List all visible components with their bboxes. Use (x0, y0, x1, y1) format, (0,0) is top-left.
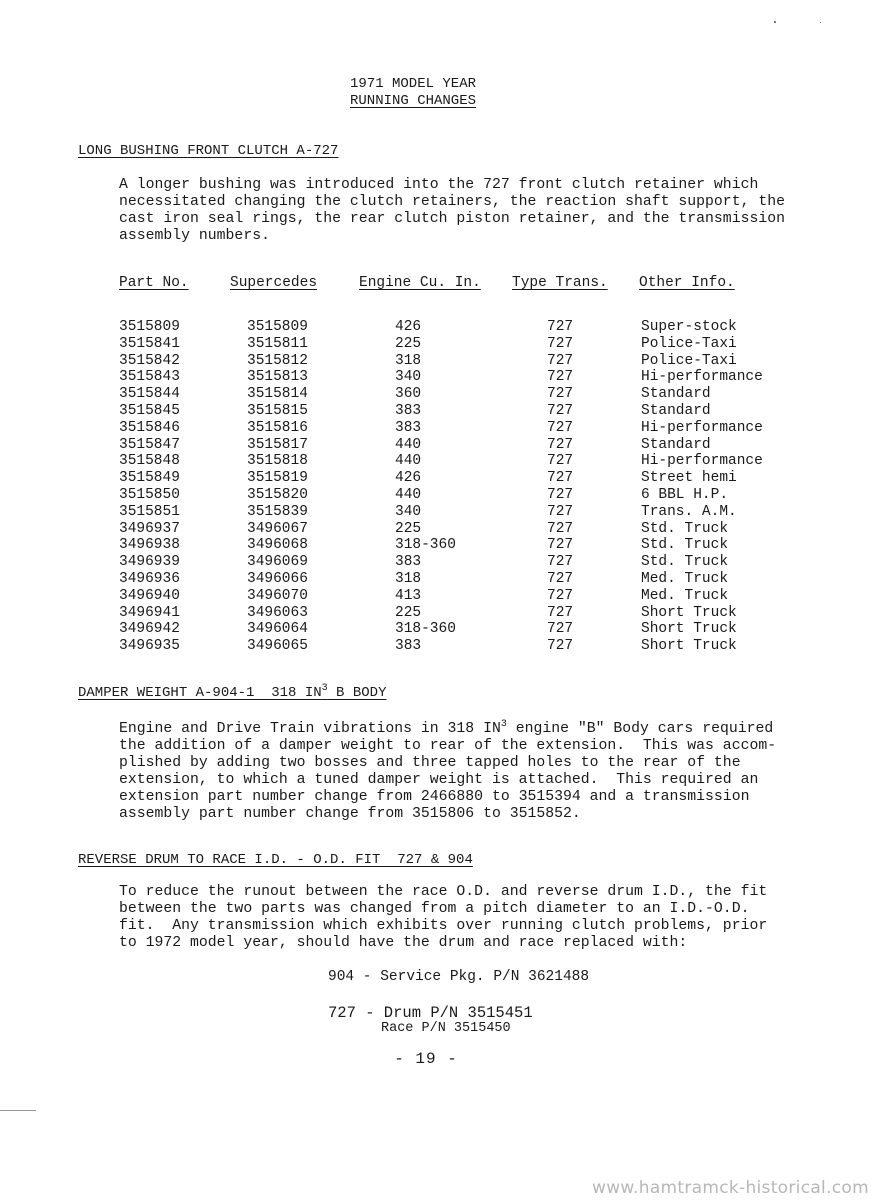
cell-type-trans: 727 (547, 638, 574, 655)
paragraph-line: A longer bushing was introduced into the 727 front clutch retainer which (119, 177, 759, 193)
cell-other-info: Std. Truck (641, 520, 729, 537)
cell-engine-cu-in: 426 (395, 319, 422, 335)
cell-other-info: Hi-performance (641, 419, 763, 436)
text: Engine and Drive Train vibrations in 318 IN (119, 721, 501, 737)
cell-supercedes: 3496068 (247, 537, 308, 554)
cell-engine-cu-in: 383 (395, 638, 422, 655)
paragraph-line: extension, to which a tuned damper weight is attached. This required an (119, 772, 759, 788)
cell-supercedes: 3515819 (247, 470, 308, 487)
cell-type-trans: 727 (547, 570, 574, 587)
cell-engine-cu-in: 340 (395, 369, 422, 386)
cell-supercedes: 3515818 (247, 453, 308, 470)
section3-paragraph (119, 884, 769, 952)
cell-part-no: 3496938 (119, 537, 180, 554)
cell-other-info: Hi-performance (641, 369, 763, 386)
cell-engine-cu-in: 318-360 (395, 621, 456, 638)
cell-engine-cu-in: 440 (395, 486, 422, 503)
cell-type-trans: 727 (547, 335, 574, 352)
cell-other-info: Hi-performance (641, 453, 763, 470)
cell-part-no: 3515844 (119, 386, 180, 403)
cell-part-no: 3496936 (119, 570, 180, 587)
cell-other-info: Super-stock (641, 319, 737, 335)
cell-other-info: Standard (641, 386, 711, 403)
paragraph-line: assembly part number change from 3515806 to 3515852. (119, 806, 581, 822)
cell-engine-cu-in: 383 (395, 402, 422, 419)
heading-text: DAMPER WEIGHT A-904-1 318 IN (78, 685, 322, 701)
paragraph-line: necessitated changing the clutch retainers, the reaction shaft support, the (119, 194, 785, 210)
part-727-drum: 727 - Drum P/N 3515451 (328, 1004, 533, 1022)
cell-part-no: 3515842 (119, 352, 180, 369)
section-heading-damper-weight (78, 683, 386, 701)
cell-part-no: 3496941 (119, 604, 180, 621)
cell-other-info: Short Truck (641, 604, 737, 621)
cell-engine-cu-in: 318 (395, 570, 422, 587)
cell-type-trans: 727 (547, 621, 574, 638)
title-line-1: 1971 MODEL YEAR (349, 76, 477, 92)
cell-part-no: 3496937 (119, 520, 180, 537)
cell-other-info: Med. Truck (641, 587, 729, 604)
cell-supercedes: 3515815 (247, 402, 308, 419)
heading-text: B BODY (327, 685, 387, 701)
cell-other-info: Med. Truck (641, 570, 729, 587)
cell-type-trans: 727 (547, 503, 574, 520)
cell-supercedes: 3515813 (247, 369, 308, 386)
cell-part-no: 3496935 (119, 638, 180, 655)
cell-engine-cu-in: 225 (395, 520, 422, 537)
section-heading-long-bushing: LONG BUSHING FRONT CLUTCH A-727 (78, 143, 339, 159)
cell-part-no: 3515848 (119, 453, 180, 470)
column-header-supercedes: Supercedes (230, 275, 318, 291)
cell-type-trans: 727 (547, 554, 574, 571)
cell-type-trans: 727 (547, 453, 574, 470)
cell-part-no: 3515849 (119, 470, 180, 487)
footer-watermark: www.hamtramck-historical.com (592, 1178, 869, 1198)
column-header-engine-cu-in: Engine Cu. In. (359, 275, 481, 291)
cell-supercedes: 3515816 (247, 419, 308, 436)
cell-other-info: Police-Taxi (641, 352, 737, 369)
cell-type-trans: 727 (547, 369, 574, 386)
cell-engine-cu-in: 318 (395, 352, 422, 369)
cell-supercedes: 3515817 (247, 436, 308, 453)
cell-engine-cu-in: 225 (395, 335, 422, 352)
paragraph-line: cast iron seal rings, the rear clutch piston retainer, and the transmission (119, 211, 785, 227)
cell-engine-cu-in: 440 (395, 436, 422, 453)
cell-part-no: 3515847 (119, 436, 180, 453)
cell-part-no: 3496940 (119, 587, 180, 604)
cell-supercedes: 3496066 (247, 570, 308, 587)
section1-paragraph (119, 177, 785, 245)
cell-other-info: Standard (641, 436, 711, 453)
cell-type-trans: 727 (547, 402, 574, 419)
page-title (0, 76, 826, 109)
cell-supercedes: 3496069 (247, 554, 308, 571)
scan-speck (774, 21, 776, 23)
page-number: - 19 - (394, 1050, 458, 1068)
cell-part-no: 3515841 (119, 335, 180, 352)
cell-part-no: 3515850 (119, 486, 180, 503)
section-heading-reverse-drum: REVERSE DRUM TO RACE I.D. - O.D. FIT 727 & 904 (78, 852, 473, 868)
column-header-part-no: Part No. (119, 275, 189, 291)
paragraph-line: to 1972 model year, should have the drum and race replaced with: (119, 935, 688, 951)
cell-engine-cu-in: 318-360 (395, 537, 456, 554)
cell-type-trans: 727 (547, 352, 574, 369)
cell-type-trans: 727 (547, 520, 574, 537)
cell-other-info: Street hemi (641, 470, 737, 487)
cell-part-no: 3496939 (119, 554, 180, 571)
cell-other-info: Short Truck (641, 638, 737, 655)
cell-supercedes: 3496063 (247, 604, 308, 621)
superscript: 3 (500, 719, 507, 730)
cell-type-trans: 727 (547, 486, 574, 503)
cell-supercedes: 3496065 (247, 638, 308, 655)
section2-paragraph (119, 716, 777, 823)
cell-engine-cu-in: 426 (395, 470, 422, 487)
cell-other-info: Std. Truck (641, 537, 729, 554)
cell-part-no: 3496942 (119, 621, 180, 638)
cell-engine-cu-in: 360 (395, 386, 422, 403)
cell-type-trans: 727 (547, 604, 574, 621)
scan-speck (820, 22, 821, 23)
cell-type-trans: 727 (547, 587, 574, 604)
cell-engine-cu-in: 413 (395, 587, 422, 604)
cell-other-info: 6 BBL H.P. (641, 486, 729, 503)
cell-supercedes: 3496070 (247, 587, 308, 604)
cell-type-trans: 727 (547, 319, 574, 335)
cell-type-trans: 727 (547, 386, 574, 403)
cell-supercedes: 3515811 (247, 335, 308, 352)
scan-edge-mark (0, 1110, 36, 1111)
cell-type-trans: 727 (547, 470, 574, 487)
paragraph-line: To reduce the runout between the race O.D. and reverse drum I.D., the fit (119, 884, 768, 900)
paragraph-line: assembly numbers. (119, 228, 270, 244)
cell-type-trans: 727 (547, 537, 574, 554)
paragraph-line: between the two parts was changed from a pitch diameter to an I.D.-O.D. (119, 901, 750, 917)
cell-supercedes: 3515820 (247, 486, 308, 503)
part-904-service-pkg: 904 - Service Pkg. P/N 3621488 (328, 969, 590, 985)
cell-engine-cu-in: 225 (395, 604, 422, 621)
paragraph-line (119, 716, 774, 738)
cell-other-info: Standard (641, 402, 711, 419)
superscript: 3 (321, 683, 328, 694)
title-line-2: RUNNING CHANGES (349, 93, 477, 109)
paragraph-line: the addition of a damper weight to rear of the extension. This was accom- (119, 738, 777, 754)
cell-supercedes: 3515812 (247, 352, 308, 369)
cell-engine-cu-in: 383 (395, 419, 422, 436)
cell-type-trans: 727 (547, 419, 574, 436)
cell-other-info: Trans. A.M. (641, 503, 737, 520)
cell-part-no: 3515851 (119, 503, 180, 520)
cell-engine-cu-in: 340 (395, 503, 422, 520)
cell-supercedes: 3496067 (247, 520, 308, 537)
text: engine "B" Body cars required (506, 721, 774, 737)
cell-part-no: 3515809 (119, 319, 180, 335)
part-727-race: Race P/N 3515450 (381, 1021, 511, 1036)
cell-engine-cu-in: 383 (395, 554, 422, 571)
cell-part-no: 3515846 (119, 419, 180, 436)
cell-other-info: Std. Truck (641, 554, 729, 571)
paragraph-line: plished by adding two bosses and three tapped holes to the rear of the (119, 755, 741, 771)
column-header-type-trans: Type Trans. (512, 275, 608, 291)
cell-engine-cu-in: 440 (395, 453, 422, 470)
cell-other-info: Police-Taxi (641, 335, 737, 352)
cell-type-trans: 727 (547, 436, 574, 453)
cell-supercedes: 3515814 (247, 386, 308, 403)
cell-supercedes: 3515839 (247, 503, 308, 520)
cell-supercedes: 3496064 (247, 621, 308, 638)
cell-part-no: 3515845 (119, 402, 180, 419)
paragraph-line: fit. Any transmission which exhibits over running clutch problems, prior (119, 918, 768, 934)
cell-other-info: Short Truck (641, 621, 737, 638)
paragraph-line: extension part number change from 2466880 to 3515394 and a transmission (119, 789, 750, 805)
cell-part-no: 3515843 (119, 369, 180, 386)
cell-supercedes: 3515809 (247, 319, 308, 335)
column-header-other-info: Other Info. (639, 275, 735, 291)
